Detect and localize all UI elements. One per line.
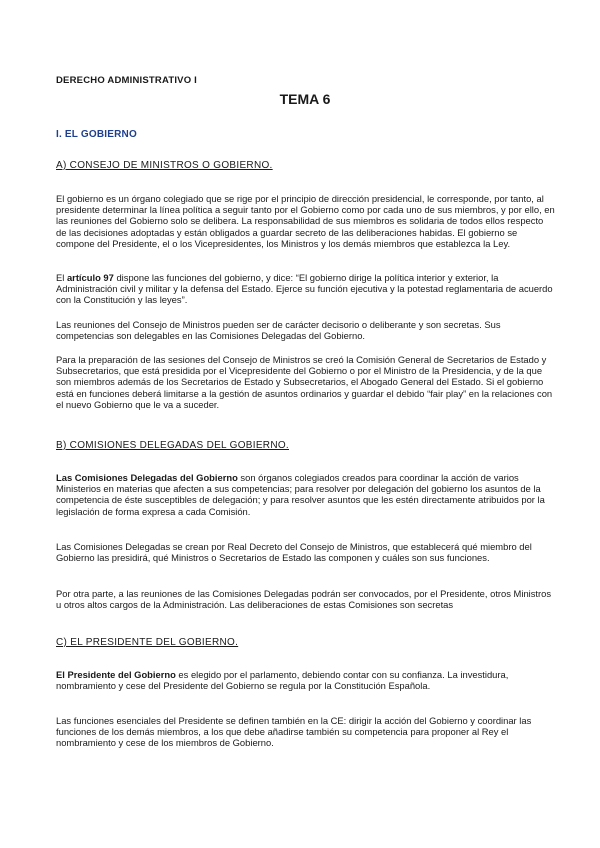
- paragraph-b2: Las Comisiones Delegadas se crean por Real Decreto del Consejo de Ministros, que establecerá qué miembro del Gobierno las presidirá, qué Ministros o Secretarios de Estado las componen y cuáles son sus funciones.: [56, 541, 532, 564]
- subsection-c-title: C) EL PRESIDENTE DEL GOBIERNO.: [56, 637, 239, 648]
- paragraph-b1: [56, 472, 556, 517]
- subsection-a-title: A) CONSEJO DE MINISTROS O GOBIERNO.: [56, 160, 273, 171]
- paragraph-c1-term: El Presidente del Gobierno: [56, 669, 176, 680]
- article-reference: artículo 97: [66, 272, 114, 283]
- section-title: I. EL GOBIERNO: [56, 129, 137, 140]
- paragraph-c1-rest: es elegido por el parlamento, debiendo contar con su confianza. La investidura, nombramiento y cese del Presidente del Gobierno se regula por la Constitución Española.: [56, 669, 509, 692]
- paragraph-b1-rest: son órganos colegiados creados para coordinar la acción de varios Ministerios en materias que afecten a sus competencias; para resolver por delegación del gobierno los asuntos de la competencia de éste susceptibles de delegación; y para resolver asuntos que les estén directamente atribuidos por la legislación de forma expresa a cada Comisión.: [56, 472, 545, 517]
- paragraph-a4: Para la preparación de las sesiones del Consejo de Ministros se creó la Comisión General de Secretarios de Estado y Subsecretarios, que está presidida por el Vicepresidente del Gobierno o por el Ministro de la Presidencia, y de la que son miembros además de los Secretarios de Estado y Subsecretarios, el Abogado General del Estado. Si el gobierno está en funciones deberá limitarse a la gestión de asuntos ordinarios y guardar el debido “fair play” en la relaciones con el nuevo Gobierno que le va a suceder.: [56, 354, 553, 410]
- paragraph-c2: Las funciones esenciales del Presidente se definen también en la CE: dirigir la acción del Gobierno y coordinar las funciones de los demás miembros, a los que debe añadirse también su competencia para proponer al Rey el nombramiento y cese de los miembros de Gobierno.: [56, 715, 532, 749]
- paragraph-a1: El gobierno es un órgano colegiado que se rige por el principio de dirección presidencial, le corresponde, por tanto, al presidente determinar la línea política a seguir tanto por el Gobierno como por cada uno de sus miembros, y por ello, en las reuniones del Gobierno solo se delibera. La responsabilidad de sus miembros es solidaria de todos ellos respecto de las decisiones adoptadas y están obligados a guardar secreto de las deliberaciones habidas. El gobierno se compone del Presidente, el o los Vicepresidentes, los Ministros y los demás miembros que establezca la Ley.: [56, 193, 555, 249]
- paragraph-c1: [56, 669, 556, 691]
- paragraph-a3: Las reuniones del Consejo de Ministros pueden ser de carácter decisorio o deliberante y son secretas. Sus competencias son delegables en las Comisiones Delegadas del Gobierno.: [56, 319, 501, 342]
- paragraph-b1-term: Las Comisiones Delegadas del Gobierno: [56, 472, 238, 483]
- subject-heading: DERECHO ADMINISTRATIVO I: [56, 75, 197, 86]
- paragraph-a2-lead: El: [56, 272, 67, 283]
- topic-title: TEMA 6: [279, 91, 331, 107]
- subsection-b-title: B) COMISIONES DELEGADAS DEL GOBIERNO.: [56, 440, 289, 451]
- paragraph-a2: [56, 272, 556, 306]
- paragraph-b3: Por otra parte, a las reuniones de las Comisiones Delegadas podrán ser convocados, por el Presidente, otros Ministros u otros altos cargos de la Administración. Las deliberaciones de estas Comisiones son secretas: [56, 588, 552, 611]
- paragraph-a2-rest: dispone las funciones del gobierno, y dice: “El gobierno dirige la política interior y exterior, la Administración civil y militar y la defensa del Estado. Ejerce su función ejecutiva y la potestad reglamentaria de acuerdo con la Constitución y las leyes”.: [56, 272, 553, 306]
